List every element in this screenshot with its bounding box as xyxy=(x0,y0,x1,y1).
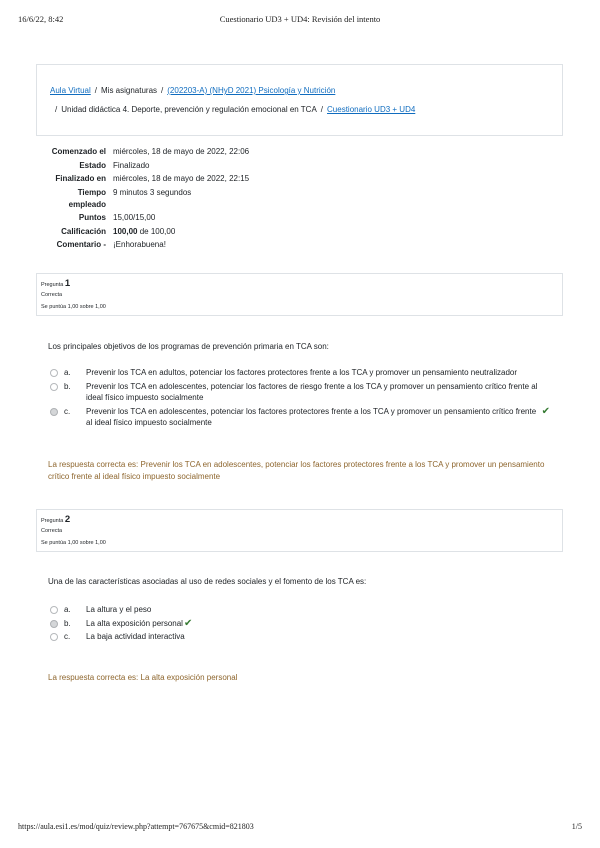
summary-row-tiempo xyxy=(36,187,296,211)
question-number-value: 2 xyxy=(64,514,71,525)
breadcrumb-separator: / xyxy=(55,105,58,114)
answer-letter: c. xyxy=(64,406,71,416)
question-info-1 xyxy=(36,273,563,316)
radio-button[interactable] xyxy=(50,633,58,641)
answer-text: La alta exposición personal xyxy=(86,618,183,628)
print-header xyxy=(18,14,582,26)
summary-row-estado xyxy=(36,160,296,172)
answer-option[interactable] xyxy=(50,631,550,643)
grade-max: de 100,00 xyxy=(139,226,176,236)
answer-text: La baja actividad interactiva xyxy=(86,632,185,641)
correct-answer-feedback-2: La respuesta correcta es: La alta exposición personal xyxy=(48,673,238,682)
page-url: https://aula.esi1.es/mod/quiz/review.php?attempt=767675&cmid=821803 xyxy=(18,822,254,831)
summary-label xyxy=(36,187,113,211)
answer-text: Prevenir los TCA en adolescentes, potenciar los factores de riesgo frente a los TCA y promover un pensamiento crítico frente al ideal físico impuesto socialmente xyxy=(86,381,538,402)
question-grade: Se puntúa 1,00 sobre 1,00 xyxy=(41,304,106,310)
breadcrumb-aula-virtual[interactable]: Aula Virtual xyxy=(50,86,91,95)
answer-letter: a. xyxy=(64,605,71,614)
radio-button[interactable] xyxy=(50,606,58,614)
question-text-1: Los principales objetivos de los programas de prevención primaria en TCA son: xyxy=(48,342,329,351)
breadcrumb-quiz[interactable]: Cuestionario UD3 + UD4 xyxy=(327,105,416,114)
answer-letter: a. xyxy=(64,368,71,377)
question-state: Correcta xyxy=(41,528,63,534)
answer-option[interactable] xyxy=(50,406,550,429)
answer-letter: b. xyxy=(64,381,71,391)
question-number-value: 1 xyxy=(64,278,71,289)
print-date: 16/6/22, 8:42 xyxy=(18,14,64,24)
summary-label: Finalizado en xyxy=(55,174,106,183)
summary-label: Comenzado el xyxy=(51,147,106,156)
question-number xyxy=(41,514,70,525)
breadcrumb-course[interactable]: (202203-A) (NHyD 2021) Psicología y Nutrición xyxy=(167,86,336,95)
answer-option[interactable] xyxy=(50,618,550,630)
summary-value: miércoles, 18 de mayo de 2022, 22:15 xyxy=(113,174,250,183)
summary-row-calificacion xyxy=(36,226,296,238)
question-info-2 xyxy=(36,509,563,552)
print-footer xyxy=(18,822,582,834)
summary-value: Finalizado xyxy=(113,160,150,170)
answer-text: Prevenir los TCA en adolescentes, potenciar los factores protectores frente a los TCA y promover un pensamiento crítico frente al ideal físico impuesto socialmente xyxy=(86,406,537,427)
summary-row-finalizado xyxy=(36,173,296,185)
radio-button[interactable] xyxy=(50,383,58,391)
summary-label: Comentario - xyxy=(56,240,106,249)
answer-option[interactable] xyxy=(50,381,550,404)
summary-label: Estado xyxy=(79,160,106,170)
breadcrumb-separator: / xyxy=(161,86,164,95)
answer-text: La altura y el peso xyxy=(86,605,152,614)
radio-button-selected[interactable] xyxy=(50,408,58,416)
summary-value: miércoles, 18 de mayo de 2022, 22:06 xyxy=(113,147,250,156)
summary-row-comentario xyxy=(36,239,296,251)
question-grade: Se puntúa 1,00 sobre 1,00 xyxy=(41,540,106,546)
summary-label: Calificación xyxy=(61,226,106,236)
summary-value: 15,00/15,00 xyxy=(113,213,156,222)
radio-button[interactable] xyxy=(50,369,58,377)
answer-option[interactable] xyxy=(50,604,550,616)
answer-option[interactable] xyxy=(50,367,550,379)
answer-letter: b. xyxy=(64,618,71,628)
answer-list-2 xyxy=(50,604,550,645)
summary-value: ¡Enhorabuena! xyxy=(113,240,166,249)
breadcrumb-mis-asignaturas: Mis asignaturas xyxy=(101,86,158,95)
summary-row-puntos xyxy=(36,212,296,224)
summary-row-comenzado xyxy=(36,146,296,158)
question-state: Correcta xyxy=(41,292,63,298)
summary-label: Puntos xyxy=(78,213,106,222)
answer-list-1 xyxy=(50,367,550,431)
summary-label-line: empleado xyxy=(68,199,106,209)
summary-value xyxy=(113,226,296,238)
grade-value: 100,00 xyxy=(113,226,138,236)
correct-answer-feedback-1: La respuesta correcta es: Prevenir los TCA en adolescentes, potenciar los factores protectores frente a los TCA y promover un pensamiento crítico frente al ideal físico impuesto socialmente xyxy=(48,460,545,481)
breadcrumb-separator: / xyxy=(94,86,97,95)
breadcrumb-separator: / xyxy=(320,105,324,114)
radio-button-selected[interactable] xyxy=(50,620,58,628)
summary-label-line: Tiempo xyxy=(77,187,106,197)
breadcrumb-unit: Unidad didáctica 4. Deporte, prevención y regulación emocional en TCA xyxy=(61,105,317,114)
correct-check-icon: ✔ xyxy=(183,617,193,629)
question-number xyxy=(41,278,70,289)
document-title: Cuestionario UD3 + UD4: Revisión del intento xyxy=(219,14,381,24)
answer-text: Prevenir los TCA en adultos, potenciar los factores protectores frente a los TCA y promover un pensamiento neutralizador xyxy=(86,368,518,377)
question-label: Pregunta xyxy=(41,282,64,288)
attempt-summary xyxy=(36,146,296,253)
correct-check-icon: ✔ xyxy=(541,405,550,417)
summary-value: 9 minutos 3 segundos xyxy=(113,187,192,197)
page-number: 1/5 xyxy=(571,822,582,831)
question-label: Pregunta xyxy=(41,518,64,524)
breadcrumb xyxy=(36,64,563,136)
answer-letter: c. xyxy=(64,632,71,641)
question-text-2: Una de las características asociadas al uso de redes sociales y el fomento de los TCA es: xyxy=(48,577,367,586)
